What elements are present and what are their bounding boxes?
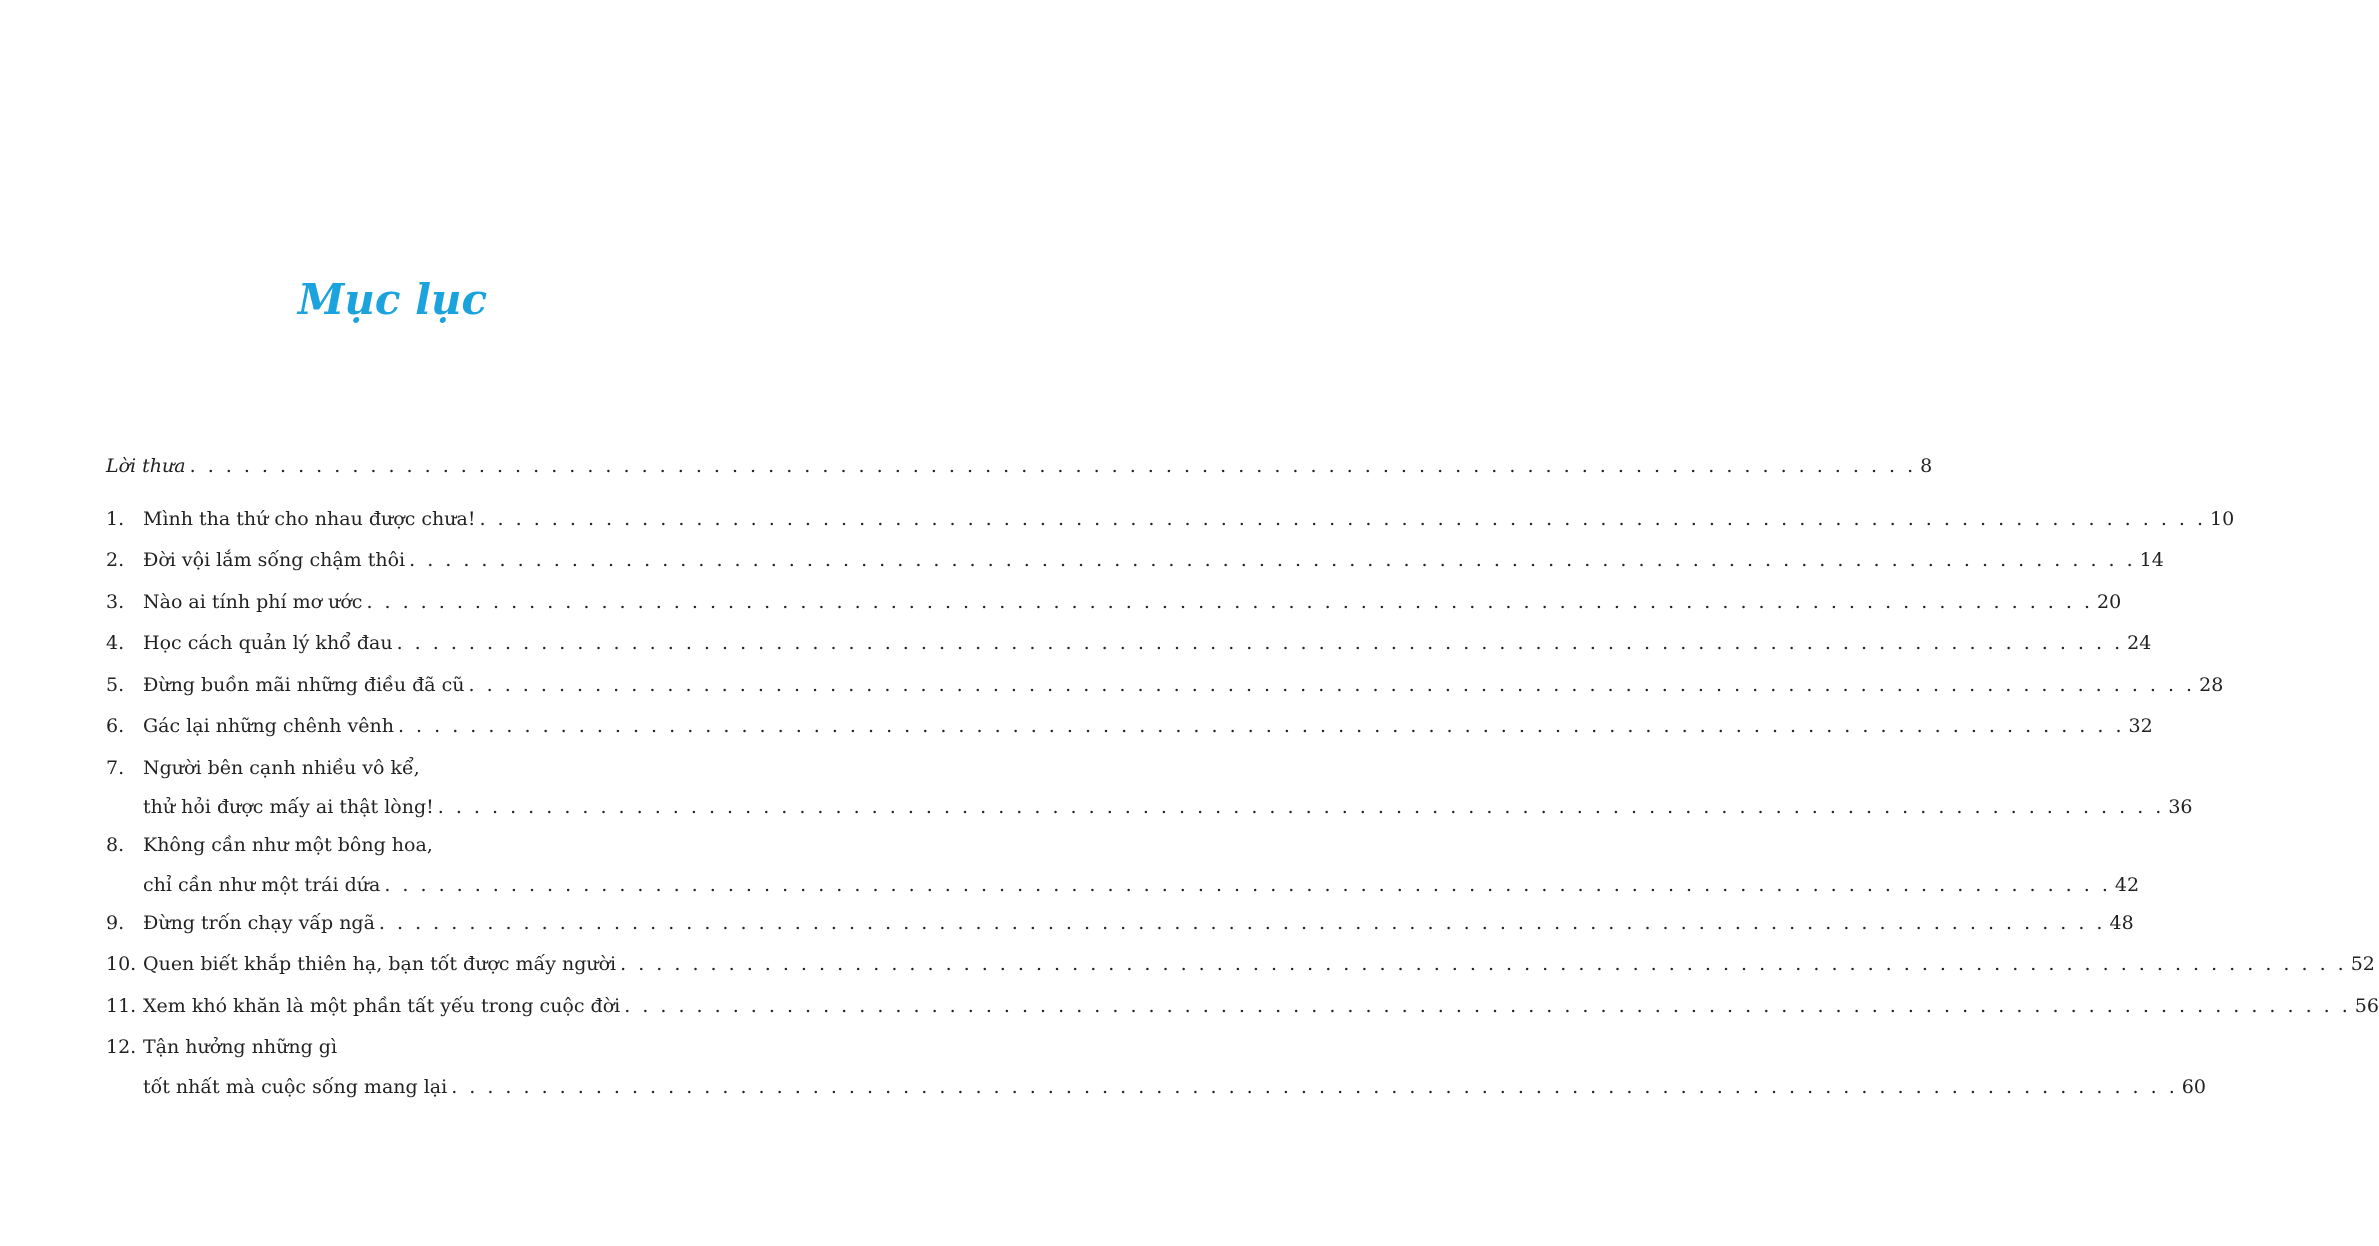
page-title: Mục lục xyxy=(297,275,488,324)
toc-entry-label: Đừng trốn chạy vấp ngã xyxy=(143,911,375,934)
toc-entry-intro[interactable] xyxy=(106,446,1933,488)
toc-entry-number: 6. xyxy=(106,715,125,737)
toc-entry-page: 10 xyxy=(2210,507,2235,530)
toc-entry-page: 8 xyxy=(1920,455,1933,477)
toc-entry-label: Gác lại những chênh vênh xyxy=(143,715,394,737)
toc-entry-line xyxy=(106,825,674,867)
toc-entry-number: 11. xyxy=(106,994,137,1017)
toc-entry-label: Người bên cạnh nhiều vô kể, xyxy=(143,756,420,779)
toc-entry-page: 60 xyxy=(2181,1075,2206,1098)
toc-entry-line xyxy=(106,748,674,790)
toc-entry-number: 4. xyxy=(106,632,125,654)
dot-leader: . . . . . . . . . . . . . . . . . . . . . . . . . . . . . . . . . . . . . . . . . . . . . . . . . . . . . . . . . . . . . . . . . . . . . . . . . . . . . . . . . . . . . . . . . . . . . . . . xyxy=(189,455,1917,477)
dot-leader: . . . . . . . . . . . . . . . . . . . . . . . . . . . . . . . . . . . . . . . . . . . . . . . . . . . . . . . . . . . . . . . . . . . . . . . . . . . . . . . . . . . . . . . . . . . . . . . . xyxy=(409,549,2136,571)
toc-entry-number: 8. xyxy=(106,834,125,856)
toc-entry-page: 14 xyxy=(2139,549,2164,571)
dot-leader: . . . . . . . . . . . . . . . . . . . . . . . . . . . . . . . . . . . . . . . . . . . . . . . . . . . . . . . . . . . . . . . . . . . . . . . . . . . . . . . . . . . . . . . . . . . . . . . . xyxy=(366,590,2093,613)
toc-entry-label: Quen biết khắp thiên hạ, bạn tốt được mấy người xyxy=(143,953,617,975)
toc-entry-number: 9. xyxy=(106,911,125,934)
toc-entry-number: 5. xyxy=(106,673,125,696)
dot-leader: . . . . . . . . . . . . . . . . . . . . . . . . . . . . . . . . . . . . . . . . . . . . . . . . . . . . . . . . . . . . . . . . . . . . . . . . . . . . . . . . . . . . . . . . . . . . . . . . xyxy=(624,994,2351,1017)
toc-entry-label: Xem khó khăn là một phần tất yếu trong cuộc đời xyxy=(143,994,621,1017)
toc-entry-label: thử hỏi được mấy ai thật lòng! xyxy=(143,796,434,818)
toc-entry-line xyxy=(106,1027,674,1069)
toc-entry-label: Đời vội lắm sống chậm thôi xyxy=(143,549,406,571)
toc-entry-page: 42 xyxy=(2114,873,2140,896)
toc-entry-page: 24 xyxy=(2127,632,2152,654)
table-of-contents xyxy=(106,446,2379,1105)
dot-leader: . . . . . . . . . . . . . . . . . . . . . . . . . . . . . . . . . . . . . . . . . . . . . . . . . . . . . . . . . . . . . . . . . . . . . . . . . . . . . . . . . . . . . . . . . . . . . . . . xyxy=(397,715,2125,737)
toc-entry[interactable] xyxy=(106,706,2153,748)
toc-entry-label: chỉ cần như một trái dứa xyxy=(143,873,381,896)
toc-entry-label: Lời thưa xyxy=(106,455,186,477)
dot-leader: . . . . . . . . . . . . . . . . . . . . . . . . . . . . . . . . . . . . . . . . . . . . . . . . . . . . . . . . . . . . . . . . . . . . . . . . . . . . . . . . . . . . . . . . . . . . . . . . xyxy=(396,632,2124,654)
toc-entry-number: 2. xyxy=(106,549,125,571)
toc-entry-line xyxy=(106,867,2140,903)
toc-entry[interactable] xyxy=(106,623,2152,665)
toc-entry-number: 1. xyxy=(106,507,125,530)
toc-entry-label: Mình tha thứ cho nhau được chưa! xyxy=(143,507,476,530)
toc-entry[interactable] xyxy=(106,499,2235,541)
toc-entry-page: 52 xyxy=(2350,953,2375,975)
toc-entry-list xyxy=(106,499,2379,1105)
dot-leader: . . . . . . . . . . . . . . . . . . . . . . . . . . . . . . . . . . . . . . . . . . . . . . . . . . . . . . . . . . . . . . . . . . . . . . . . . . . . . . . . . . . . . . . . . . . . . . . . xyxy=(437,796,2165,818)
toc-entry-line xyxy=(106,789,2193,825)
dot-leader: . . . . . . . . . . . . . . . . . . . . . . . . . . . . . . . . . . . . . . . . . . . . . . . . . . . . . . . . . . . . . . . . . . . . . . . . . . . . . . . . . . . . . . . . . . . . . . . . xyxy=(620,953,2347,975)
toc-entry[interactable] xyxy=(106,986,2379,1028)
toc-entry-number: 12. xyxy=(106,1036,137,1058)
toc-entry-page: 32 xyxy=(2128,715,2153,737)
toc-entry-label: Tận hưởng những gì xyxy=(143,1036,338,1058)
toc-entry-page: 28 xyxy=(2199,673,2224,696)
toc-entry-page: 36 xyxy=(2168,796,2193,818)
dot-leader: . . . . . . . . . . . . . . . . . . . . . . . . . . . . . . . . . . . . . . . . . . . . . . . . . . . . . . . . . . . . . . . . . . . . . . . . . . . . . . . . . . . . . . . . . . . . . . . . xyxy=(384,873,2111,896)
toc-entry[interactable] xyxy=(106,665,2224,707)
toc-entry-label: Đừng buồn mãi những điều đã cũ xyxy=(143,673,465,696)
toc-entry[interactable] xyxy=(106,944,2375,986)
dot-leader: . . . . . . . . . . . . . . . . . . . . . . . . . . . . . . . . . . . . . . . . . . . . . . . . . . . . . . . . . . . . . . . . . . . . . . . . . . . . . . . . . . . . . . . . . . . . . . . . xyxy=(479,507,2207,530)
dot-leader: . . . . . . . . . . . . . . . . . . . . . . . . . . . . . . . . . . . . . . . . . . . . . . . . . . . . . . . . . . . . . . . . . . . . . . . . . . . . . . . . . . . . . . . . . . . . . . . . xyxy=(451,1075,2178,1098)
toc-entry-label: Học cách quản lý khổ đau xyxy=(143,632,393,654)
dot-leader: . . . . . . . . . . . . . . . . . . . . . . . . . . . . . . . . . . . . . . . . . . . . . . . . . . . . . . . . . . . . . . . . . . . . . . . . . . . . . . . . . . . . . . . . . . . . . . . . xyxy=(378,911,2106,934)
toc-entry-number: 7. xyxy=(106,756,125,779)
toc-entry-label: Nào ai tính phí mơ ước xyxy=(143,590,363,613)
toc-entry-number: 3. xyxy=(106,590,125,613)
toc-entry[interactable] xyxy=(106,582,2122,624)
toc-entry-page: 56 xyxy=(2354,994,2379,1017)
toc-entry[interactable] xyxy=(106,748,2193,826)
toc-entry[interactable] xyxy=(106,1027,2206,1105)
toc-entry-line xyxy=(106,1069,2206,1105)
toc-entry[interactable] xyxy=(106,903,2134,945)
toc-entry[interactable] xyxy=(106,540,2164,582)
toc-entry-page: 20 xyxy=(2097,590,2122,613)
toc-entry-page: 48 xyxy=(2109,911,2134,934)
toc-entry[interactable] xyxy=(106,825,2140,903)
dot-leader: . . . . . . . . . . . . . . . . . . . . . . . . . . . . . . . . . . . . . . . . . . . . . . . . . . . . . . . . . . . . . . . . . . . . . . . . . . . . . . . . . . . . . . . . . . . . . . . . xyxy=(468,673,2196,696)
toc-entry-label: tốt nhất mà cuộc sống mang lại xyxy=(143,1075,448,1098)
toc-entry-number: 10. xyxy=(106,953,137,975)
toc-entry-label: Không cần như một bông hoa, xyxy=(143,834,433,856)
